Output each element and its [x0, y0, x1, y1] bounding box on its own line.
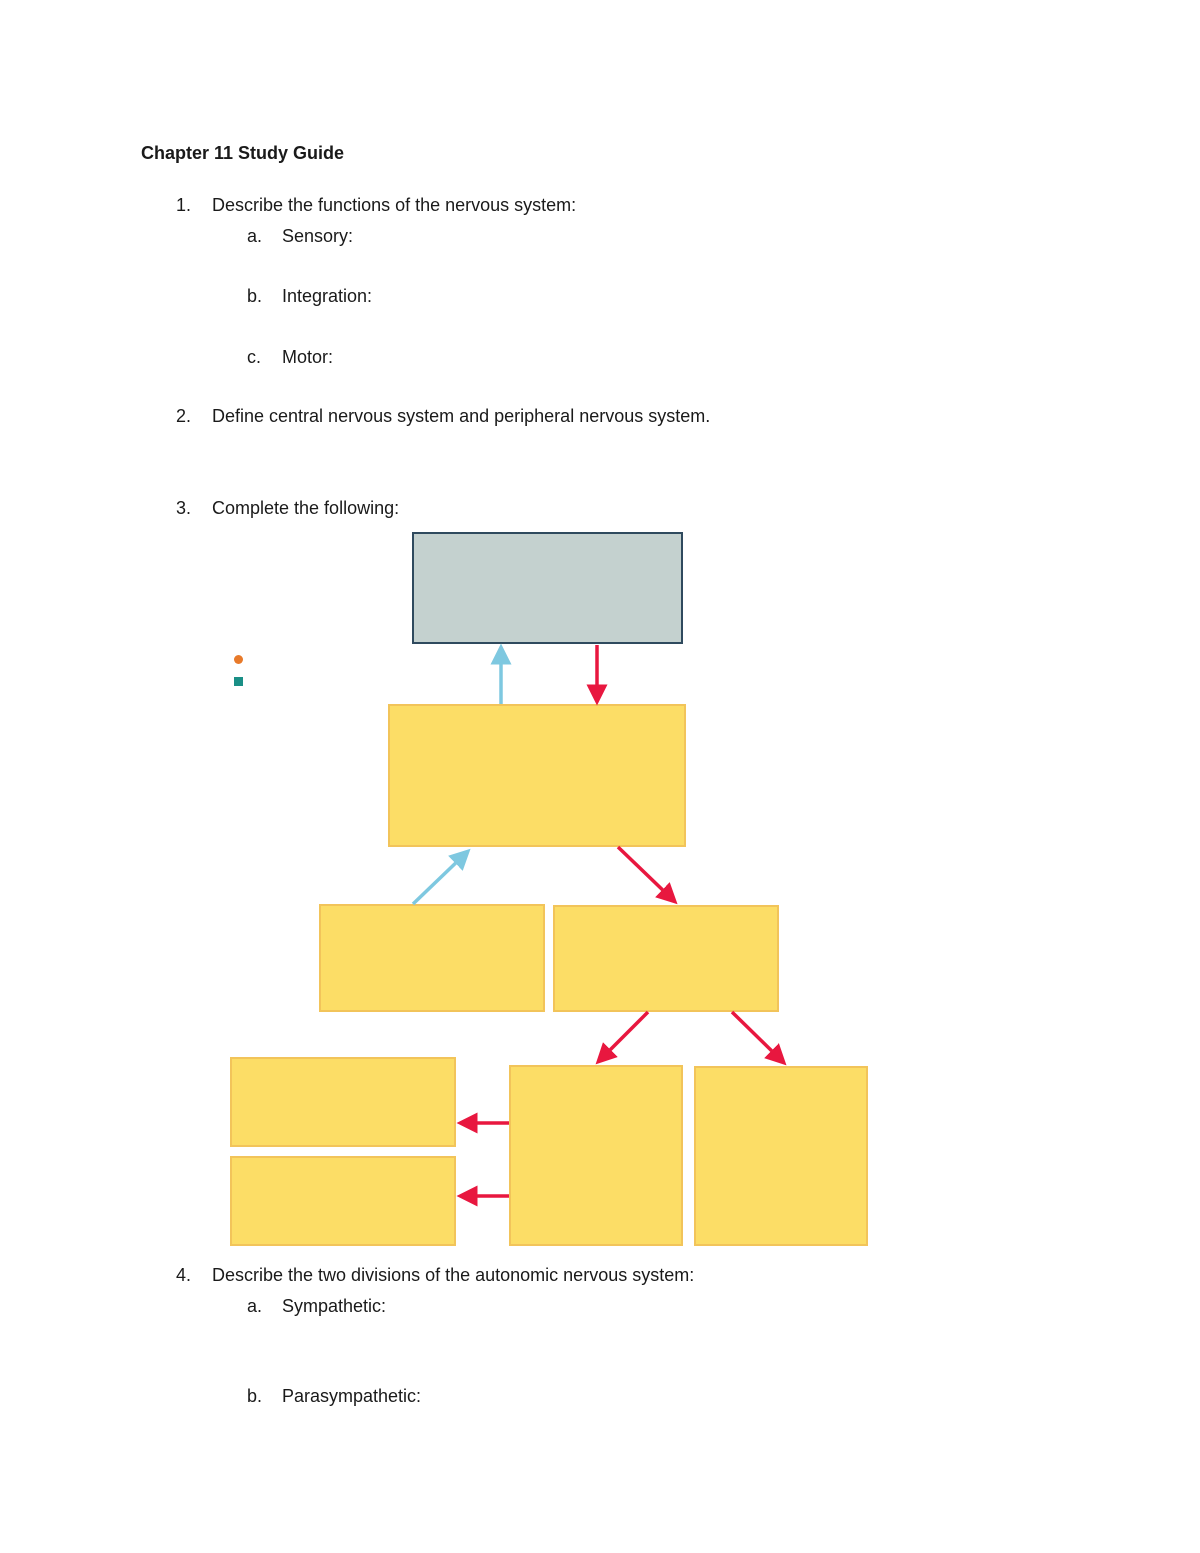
question-4-text: Describe the two divisions of the autonomic nervous system:	[212, 1265, 695, 1285]
question-3-text: Complete the following:	[212, 498, 400, 518]
question-4-number: 4.	[176, 1265, 192, 1285]
question-1a-text: Sensory:	[282, 226, 354, 246]
arrow-efferent-3	[603, 1012, 648, 1057]
question-1b-letter: b.	[247, 286, 263, 306]
question-3-number: 3.	[176, 498, 192, 518]
question-4b-text: Parasympathetic:	[282, 1386, 422, 1406]
page-title: Chapter 11 Study Guide	[141, 143, 345, 163]
question-4b-letter: b.	[247, 1386, 263, 1406]
arrow-afferent-2	[413, 856, 463, 904]
question-2-number: 2.	[176, 406, 192, 426]
question-1-text: Describe the functions of the nervous system:	[212, 195, 577, 215]
question-2-text: Define central nervous system and peripheral nervous system.	[212, 406, 711, 426]
question-1c-letter: c.	[247, 347, 262, 367]
question-1-number: 1.	[176, 195, 192, 215]
arrow-efferent-2	[618, 847, 670, 897]
question-1a-letter: a.	[247, 226, 263, 246]
arrow-efferent-4	[732, 1012, 779, 1058]
question-1b-text: Integration:	[282, 286, 373, 306]
question-1c-text: Motor:	[282, 347, 334, 367]
question-4a-text: Sympathetic:	[282, 1296, 387, 1316]
question-4a-letter: a.	[247, 1296, 263, 1316]
